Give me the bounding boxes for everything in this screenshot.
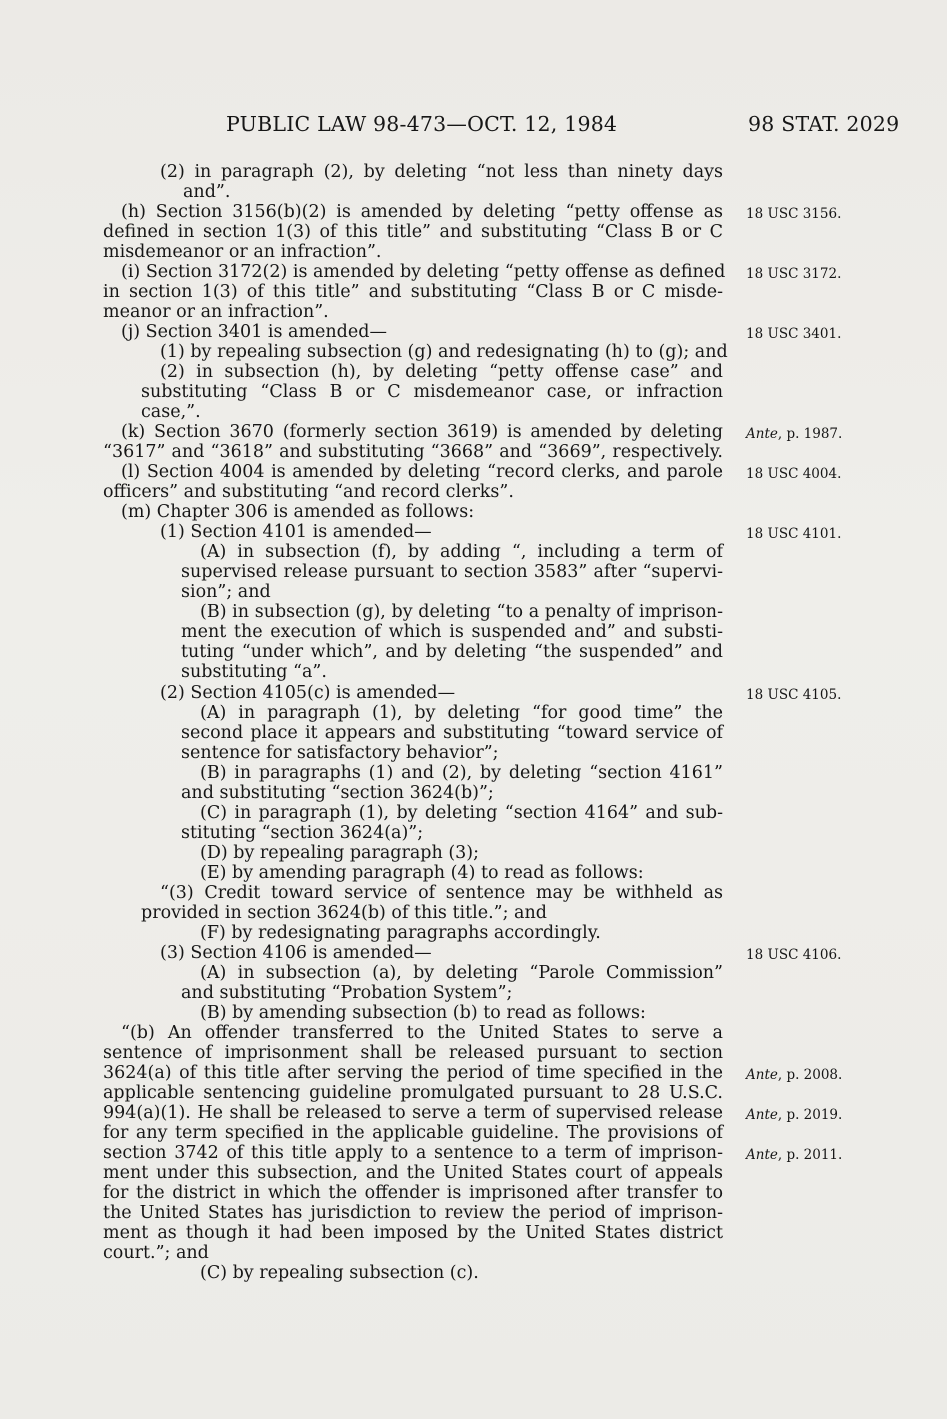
- text-line: (2) Section 4105(c) is amended—: [160, 683, 456, 703]
- text-line: applicable sentencing guideline promulgated pursuant to 28 U.S.C.: [103, 1083, 723, 1103]
- text-line: (j) Section 3401 is amended—: [121, 322, 387, 342]
- margin-note-citation: 18 USC 4101.: [746, 526, 842, 542]
- text-line: (h) Section 3156(b)(2) is amended by deleting “petty offense as: [121, 202, 723, 222]
- header-stat-page: 98 STAT. 2029: [748, 112, 900, 136]
- margin-note-citation: 18 USC 4105.: [746, 687, 842, 703]
- text-line: ment as though it had been imposed by the United States district: [103, 1223, 723, 1243]
- text-line: defined in section 1(3) of this title” and substituting “Class B or C: [103, 222, 723, 242]
- margin-note-citation: 18 USC 4004.: [746, 466, 842, 482]
- text-line: (3) Section 4106 is amended—: [160, 943, 432, 963]
- text-line: section 3742 of this title apply to a sentence to a term of imprison-: [103, 1143, 723, 1163]
- text-line: “(b) An offender transferred to the United States to serve a: [121, 1023, 723, 1043]
- text-line: (1) by repealing subsection (g) and redesignating (h) to (g); and: [160, 342, 728, 362]
- text-line: (2) in paragraph (2), by deleting “not less than ninety days: [160, 162, 723, 182]
- text-line: provided in section 3624(b) of this title.”; and: [141, 903, 547, 923]
- text-line: officers” and substituting “and record clerks”.: [103, 482, 514, 502]
- margin-note-citation: 18 USC 3156.: [746, 206, 842, 222]
- text-line: (A) in subsection (a), by deleting “Parole Commission”: [200, 963, 723, 983]
- text-line: for the district in which the offender is imprisoned after transfer to: [103, 1183, 723, 1203]
- text-line: supervised release pursuant to section 3583” after “supervi-: [181, 562, 723, 582]
- text-line: 994(a)(1). He shall be released to serve a term of supervised release: [103, 1103, 723, 1123]
- text-line: “(3) Credit toward service of sentence may be withheld as: [160, 883, 723, 903]
- text-line: tuting “under which”, and by deleting “the suspended” and: [181, 642, 723, 662]
- text-line: (m) Chapter 306 is amended as follows:: [121, 502, 475, 522]
- margin-note-citation: 18 USC 3401.: [746, 326, 842, 342]
- text-line: ment the execution of which is suspended and” and substi-: [181, 622, 723, 642]
- text-line: (A) in paragraph (1), by deleting “for good time” the: [200, 703, 723, 723]
- text-line: “3617” and “3618” and substituting “3668” and “3669”, respectively.: [103, 442, 723, 462]
- text-line: substituting “a”.: [181, 662, 327, 682]
- text-line: case,”.: [141, 402, 201, 422]
- text-line: (1) Section 4101 is amended—: [160, 522, 432, 542]
- text-line: and”.: [183, 182, 231, 202]
- text-line: (C) in paragraph (1), by deleting “section 4164” and sub-: [200, 803, 723, 823]
- text-line: sion”; and: [181, 582, 271, 602]
- text-line: (B) in subsection (g), by deleting “to a penalty of imprison-: [200, 602, 723, 622]
- text-line: (E) by amending paragraph (4) to read as follows:: [200, 863, 644, 883]
- text-line: for any term specified in the applicable guideline. The provisions of: [103, 1123, 723, 1143]
- text-line: (D) by repealing paragraph (3);: [200, 843, 480, 863]
- text-line: ment under this subsection, and the United States court of appeals: [103, 1163, 723, 1183]
- text-line: (A) in subsection (f), by adding “, including a term of: [200, 542, 723, 562]
- margin-note-citation: Ante, p. 2019.: [746, 1107, 843, 1123]
- margin-note-citation: 18 USC 4106.: [746, 947, 842, 963]
- text-line: 3624(a) of this title after serving the period of time specified in the: [103, 1063, 723, 1083]
- text-line: (2) in subsection (h), by deleting “petty offense case” and: [160, 362, 723, 382]
- margin-note-citation: Ante, p. 1987.: [746, 426, 843, 442]
- text-line: meanor or an infraction”.: [103, 302, 329, 322]
- text-line: substituting “Class B or C misdemeanor case, or infraction: [141, 382, 723, 402]
- margin-note-citation: 18 USC 3172.: [746, 266, 842, 282]
- text-line: misdemeanor or an infraction”.: [103, 242, 382, 262]
- text-line: (k) Section 3670 (formerly section 3619) is amended by deleting: [121, 422, 723, 442]
- text-line: in section 1(3) of this title” and substituting “Class B or C misde-: [103, 282, 723, 302]
- text-line: second place it appears and substituting “toward service of: [181, 723, 723, 743]
- text-line: and substituting “section 3624(b)”;: [181, 783, 494, 803]
- text-line: (F) by redesignating paragraphs accordingly.: [200, 923, 601, 943]
- text-line: sentence of imprisonment shall be released pursuant to section: [103, 1043, 723, 1063]
- text-line: (B) by amending subsection (b) to read as follows:: [200, 1003, 646, 1023]
- text-line: (i) Section 3172(2) is amended by deleting “petty offense as defined: [121, 262, 726, 282]
- text-line: (C) by repealing subsection (c).: [200, 1263, 479, 1283]
- text-line: (l) Section 4004 is amended by deleting “record clerks, and parole: [121, 462, 723, 482]
- margin-note-citation: Ante, p. 2008.: [746, 1067, 843, 1083]
- text-line: the United States has jurisdiction to review the period of imprison-: [103, 1203, 723, 1223]
- text-line: sentence for satisfactory behavior”;: [181, 743, 499, 763]
- page-header: [0, 112, 947, 142]
- margin-note-citation: Ante, p. 2011.: [746, 1147, 843, 1163]
- text-line: (B) in paragraphs (1) and (2), by deleting “section 4161”: [200, 763, 723, 783]
- text-line: and substituting “Probation System”;: [181, 983, 513, 1003]
- text-line: stituting “section 3624(a)”;: [181, 823, 424, 843]
- text-line: court.”; and: [103, 1243, 209, 1263]
- header-title: PUBLIC LAW 98-473—OCT. 12, 1984: [226, 112, 618, 136]
